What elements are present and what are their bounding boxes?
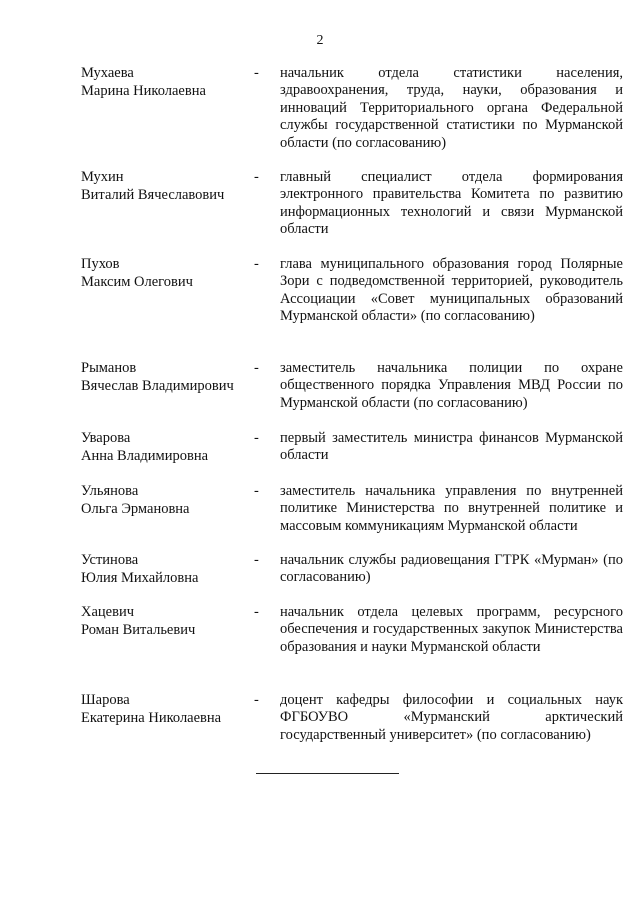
dash-separator: - (254, 692, 259, 708)
member-name (81, 169, 256, 204)
dash-separator: - (254, 430, 259, 446)
closing-rule (256, 773, 399, 774)
dash-separator: - (254, 604, 259, 620)
member-name (81, 483, 256, 518)
member-surname: Шарова (81, 692, 130, 708)
member-given-names: Марина Николаевна (81, 82, 206, 99)
member-position: главный специалист отдела формирования электронного правительства Комитета по развитию информационных технологий и связи Мурманской области (280, 169, 623, 238)
member-name (81, 692, 256, 727)
member-position: начальник службы радиовещания ГТРК «Мурман» (по согласованию) (280, 552, 623, 586)
member-given-names: Ольга Эрмановна (81, 500, 190, 517)
member-given-names: Роман Витальевич (81, 621, 196, 638)
member-position: начальник отдела целевых программ, ресурсного обеспечения и государственных закупок Министерства образования и науки Мурманской области (280, 604, 623, 655)
dash-separator: - (254, 483, 259, 499)
member-name (81, 552, 256, 587)
member-name (81, 604, 256, 639)
member-surname: Пухов (81, 256, 120, 272)
member-surname: Устинова (81, 552, 139, 568)
member-given-names: Вячеслав Владимирович (81, 377, 234, 394)
dash-separator: - (254, 169, 259, 185)
member-name (81, 360, 256, 395)
member-position: доцент кафедры философии и социальных наук ФГБОУВО «Мурманский арктический государственный университет» (по согласованию) (280, 692, 623, 743)
member-surname: Хацевич (81, 604, 135, 620)
member-given-names: Юлия Михайловна (81, 569, 199, 586)
member-name (81, 256, 256, 291)
dash-separator: - (254, 360, 259, 376)
member-position: заместитель начальника полиции по охране общественного порядка Управления МВД России по Мурманской области (по согласованию) (280, 360, 623, 411)
member-surname: Ульянова (81, 483, 139, 499)
member-position: заместитель начальника управления по внутренней политике Министерства по внутренней политике и массовым коммуникациям Мурманской области (280, 483, 623, 534)
member-given-names: Виталий Вячеславович (81, 186, 225, 203)
member-surname: Мухаева (81, 65, 134, 81)
member-given-names: Максим Олегович (81, 273, 193, 290)
dash-separator: - (254, 552, 259, 568)
dash-separator: - (254, 256, 259, 272)
member-surname: Рыманов (81, 360, 137, 376)
member-given-names: Екатерина Николаевна (81, 709, 222, 726)
member-surname: Мухин (81, 169, 124, 185)
page-number: 2 (316, 33, 324, 48)
member-position: глава муниципального образования город Полярные Зори с подведомственной территорией, руководитель Ассоциации «Совет муниципальных образований Мурманской области» (по согласованию) (280, 256, 623, 325)
member-name (81, 430, 256, 465)
member-name (81, 65, 256, 100)
member-surname: Уварова (81, 430, 131, 446)
member-position: первый заместитель министра финансов Мурманской области (280, 430, 623, 464)
member-given-names: Анна Владимировна (81, 447, 209, 464)
member-position: начальник отдела статистики населения, здравоохранения, труда, науки, образования и инноваций Территориального органа Федеральной службы государственной статистики по Мурманской области (по согласованию) (280, 65, 623, 151)
dash-separator: - (254, 65, 259, 81)
